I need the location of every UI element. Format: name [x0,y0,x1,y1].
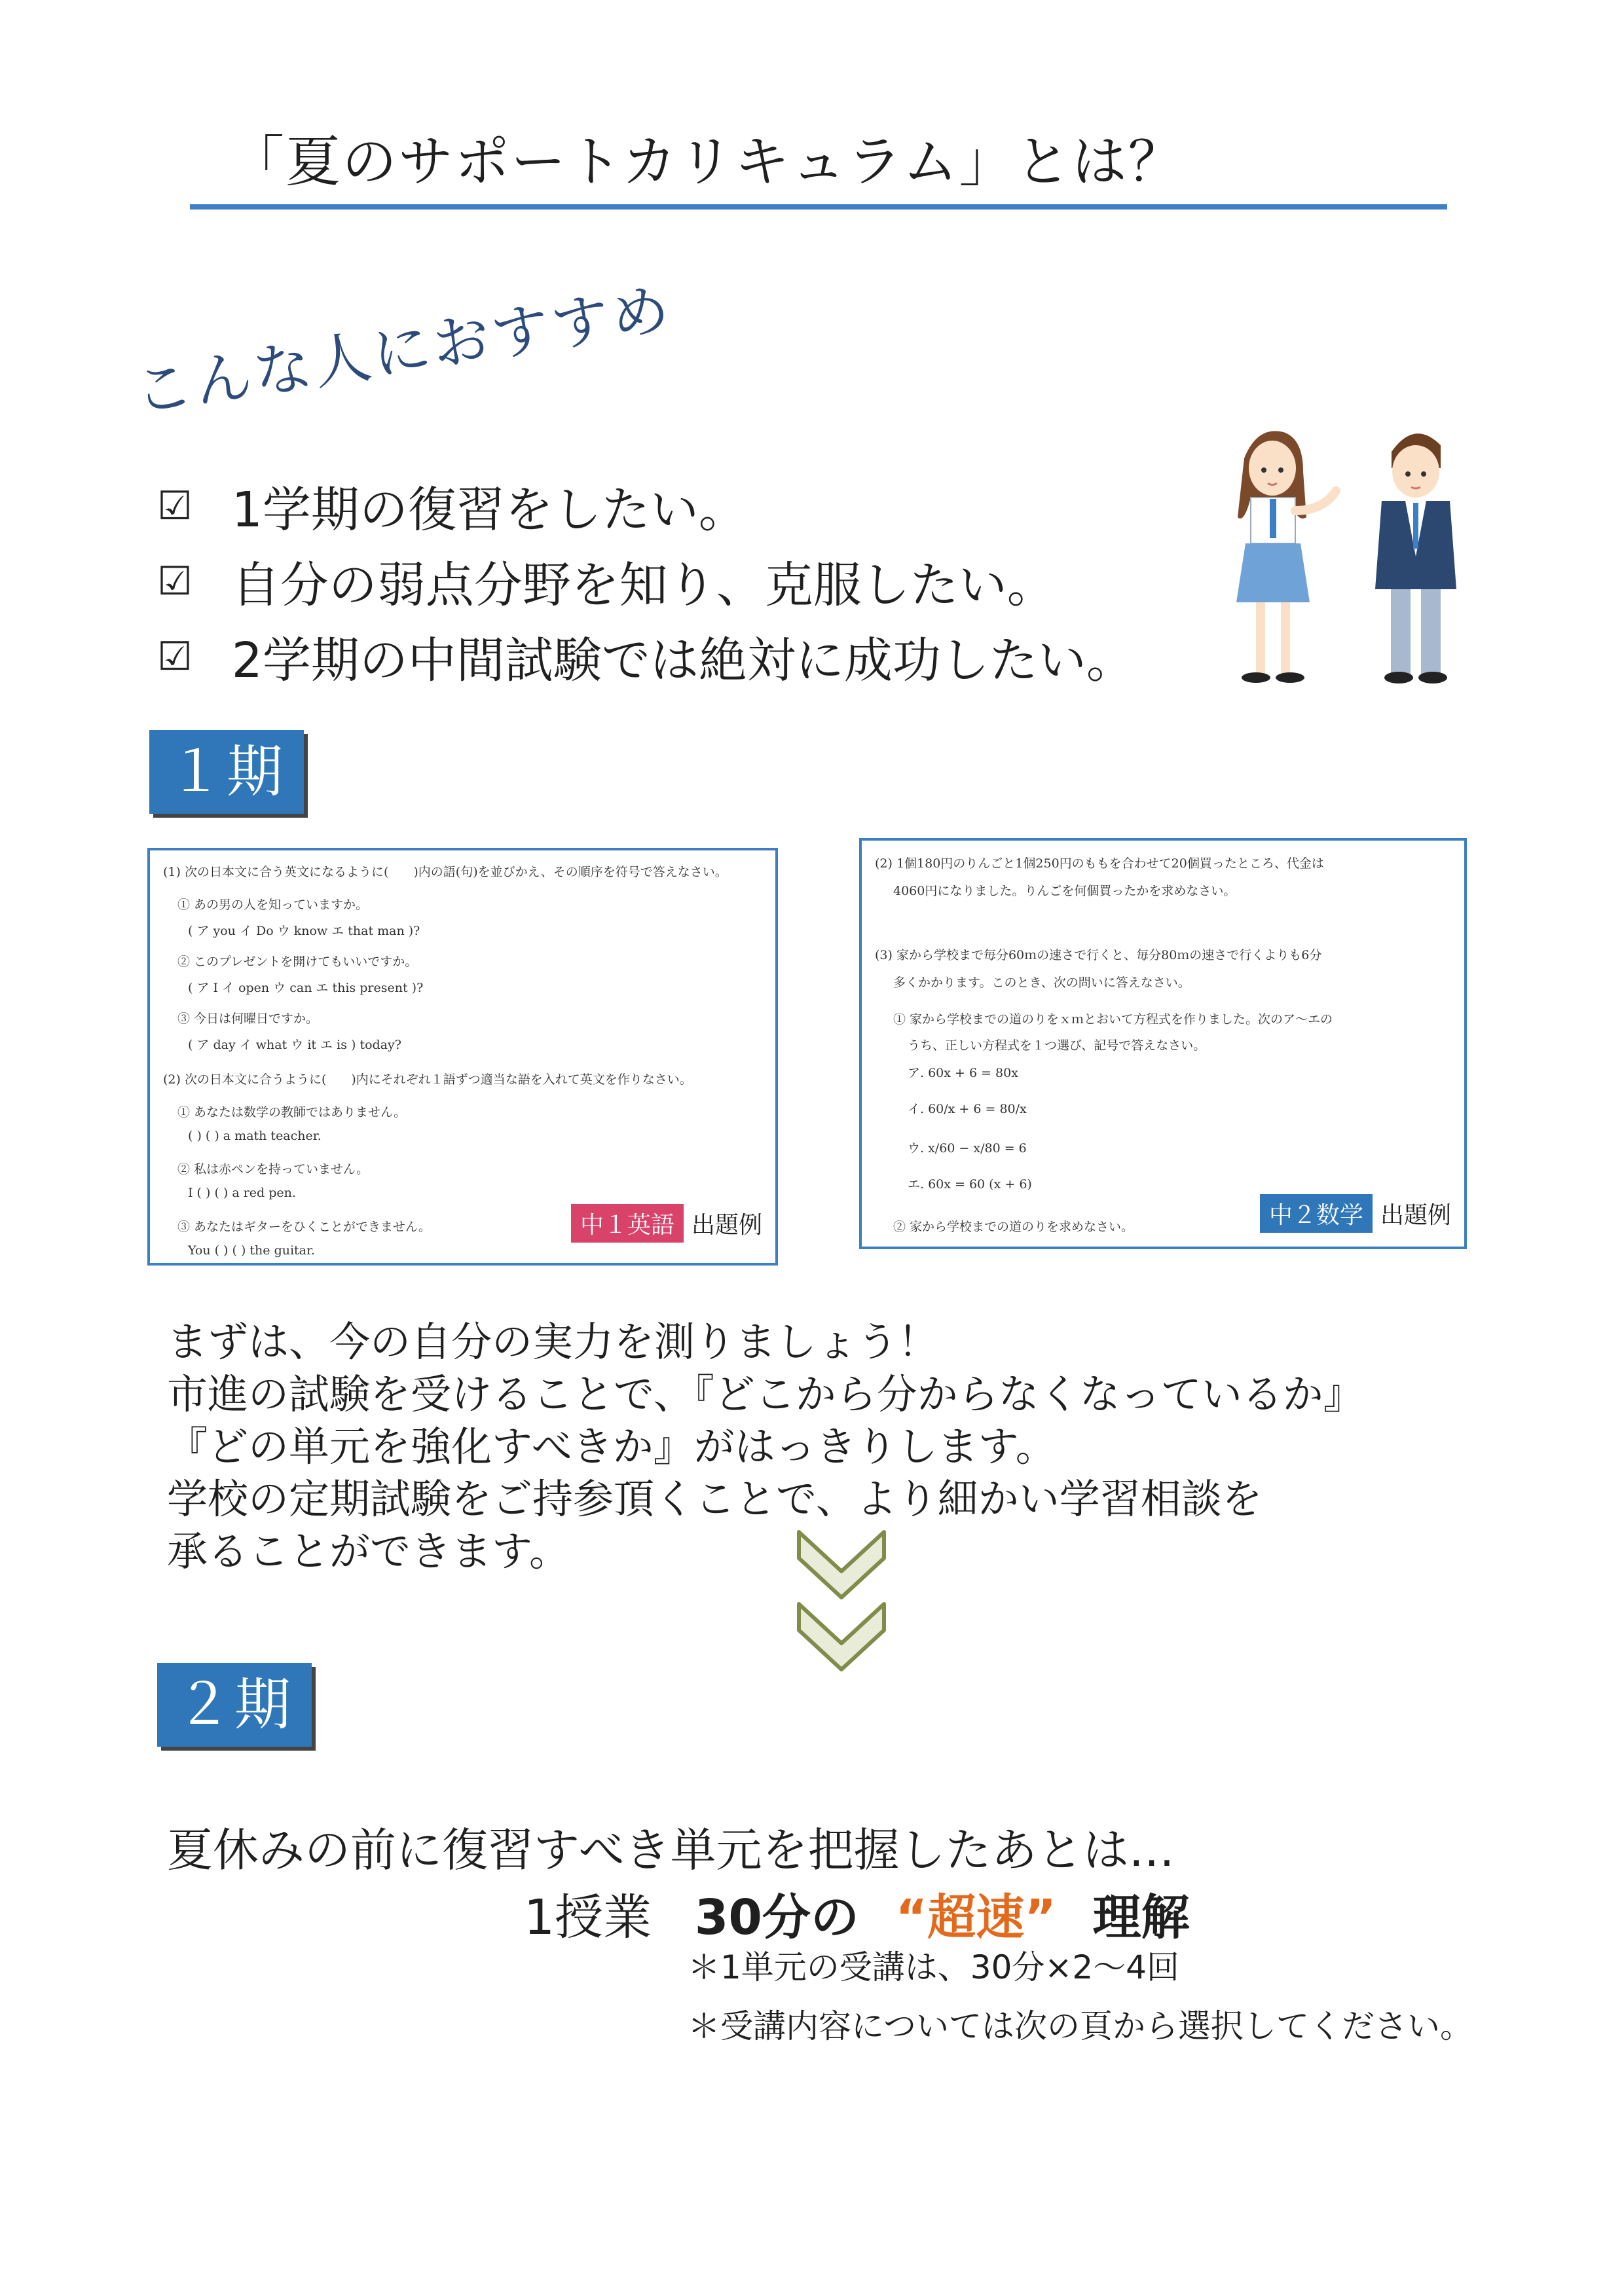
page-title: 「夏のサポートカリキュラム」とは？ [229,130,1185,194]
highlight-line [524,1879,1190,1948]
sample-line: ② このプレゼントを開けてもいいですか。 [177,955,418,969]
tag-suffix: 出題例 [1380,1202,1451,1229]
sample-line: うち、正しい方程式を１つ選び、記号で答えなさい。 [908,1038,1206,1053]
sample-line: 4060円になりました。りんごを何個買ったかを求めなさい。 [893,884,1236,898]
recommend-heading: こんな人におすすめ [130,274,676,427]
intro-paragraph [167,1316,1364,1578]
sample-line: ア. 60x + 6 = 80x [908,1066,1018,1080]
sample-line: エ. 60x = 60 (x + 6) [908,1177,1032,1192]
highlight-emphasis: “超速” [895,1889,1056,1946]
sample-line: (2) 1個180円のりんごと1個250円のももを合わせて20個買ったところ、代金は [875,856,1324,871]
note-line: ＊受講内容については次の頁から選択してください。 [688,2007,1473,2045]
highlight-prefix: 1授業 [524,1889,652,1946]
sample-line: 多くかかります。このとき、次の問いに答えなさい。 [893,975,1190,990]
title-underline [190,204,1447,210]
paragraph-line: 承ることができます。 [167,1527,570,1575]
sample-line: ② 私は赤ペンを持っていません。 [177,1162,369,1176]
sample-line: (3) 家から学校まで毎分60ｍの速さで行くと、毎分80ｍの速さで行くよりも6分 [875,948,1322,962]
paragraph-line: 学校の定期試験をご持参頂くことで、より細かい学習相談を [167,1475,1263,1523]
paragraph-line: 市進の試験を受けることで、『どこから分からなくなっているか』 [167,1370,1364,1418]
boy-figure-icon [1375,433,1456,683]
checklist-item-2 [157,547,1056,616]
sample-line: ( ) ( ) a math teacher. [188,1129,322,1143]
period-1-badge: １期 [149,730,304,814]
note-line: ＊1単元の受講は、30分×2～4回 [688,1948,1179,1986]
subject-chip: 中１英語 [571,1204,684,1243]
math-sample-panel [859,838,1467,1249]
sample-line: You ( ) ( ) the guitar. [188,1243,316,1258]
period-2-badge: ２期 [157,1663,312,1747]
sample-line: ③ 今日は何曜日ですか。 [177,1011,319,1026]
sample-line: ウ. x/60 − x/80 = 6 [908,1141,1027,1156]
paragraph-line: 『どの単元を強化すべきか』がはっきりします。 [167,1423,1056,1470]
checklist-item-1 [157,471,747,541]
sample-line: ( ア day イ what ウ it エ is ) today? [188,1038,401,1052]
double-chevron-down-icon [792,1525,891,1683]
english-sample-tag [571,1204,762,1243]
paragraph-line: まずは、今の自分の実力を測りましょう！ [167,1318,939,1366]
checklist-text: 自分の弱点分野を知り、克服したい。 [231,557,1056,613]
sample-line: ① あなたは数学の教師ではありません。 [177,1105,407,1120]
math-sample-tag [1260,1194,1451,1233]
english-sample-panel [147,848,778,1266]
sample-line: I ( ) ( ) a red pen. [188,1186,296,1200]
sample-line: ② 家から学校までの道のりを求めなさい。 [893,1220,1134,1234]
sample-line: ③ あなたはギターをひくことができません。 [177,1220,431,1234]
sample-line: ( ア you イ Do ウ know エ that man )? [188,924,420,938]
highlight-duration: 30分の [694,1889,859,1946]
checklist-text: 1学期の復習をしたい。 [231,482,747,538]
checkbox-icon: ☑ [157,634,193,680]
girl-figure-icon [1236,431,1336,683]
sample-line: ① あの男の人を知っていますか。 [177,898,369,912]
students-illustration [1205,419,1506,694]
subject-chip: 中２数学 [1260,1194,1373,1233]
checkbox-icon: ☑ [157,558,193,604]
sample-line: イ. 60/x + 6 = 80/x [908,1102,1027,1116]
tag-suffix: 出題例 [691,1212,762,1239]
sample-line: (1) 次の日本文に合う英文になるように( )内の語(句)を並びかえ、その順序を符号で答えなさい。 [163,865,728,879]
checklist-item-3 [157,622,1135,691]
checkbox-icon: ☑ [157,483,193,529]
sample-line: ( ア I イ open ウ can エ this present )? [188,981,424,995]
sample-line: (2) 次の日本文に合うように( )内にそれぞれ１語ずつ適当な語を入れて英文を作りなさい。 [163,1072,692,1087]
sample-line: ① 家から学校までの道のりをｘｍとおいて方程式を作りました。次のア～エの [893,1012,1333,1027]
summary-line: 夏休みの前に復習すべき単元を把握したあとは… [167,1823,1175,1877]
highlight-suffix: 理解 [1092,1889,1190,1946]
checklist-text: 2学期の中間試験では絶対に成功したい。 [231,632,1135,689]
